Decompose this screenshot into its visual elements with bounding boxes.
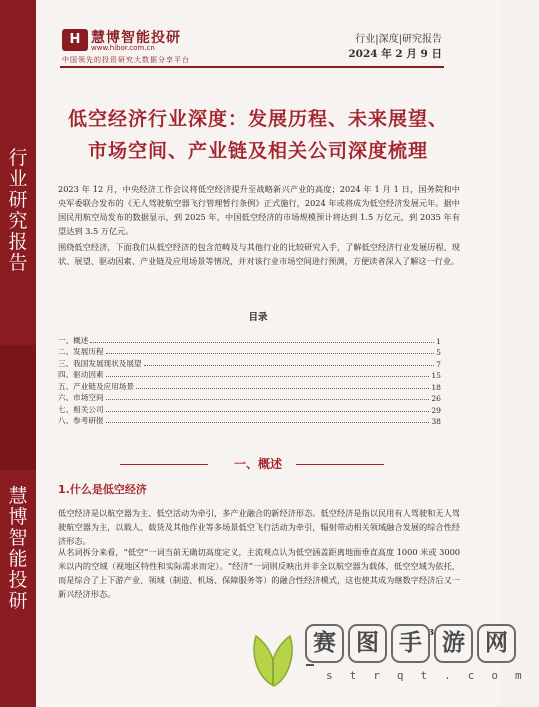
toc-item[interactable]: 七、相关公司 29 [58,404,441,415]
toc-item[interactable]: 四、驱动因素 15 [58,370,441,380]
watermark-leaf-icon [248,626,298,692]
watermark-logo [305,624,516,663]
logo-slogan: 中国领先的投资研究大数据分享平台 [62,56,190,64]
sidebar-top-label: 行 业 研 究 报 告 [8,147,28,274]
logo-icon: H [62,29,88,51]
section-paragraph-2: 从名词拆分来看，“低空”一词当前无确切高度定义，主流观点认为低空涵盖距离地面垂直高度 1000 米或 3000 米以内的空域（视地区特性和实际需求而定）。“经济”一词则反映出并非全以航空器为载体、低空空域为依托，而是综合了上下游产业、领域（制造、机场、保障服务等）的融合性经济模式，这也使其成为继数字经济后又一新兴经济形态。 [58,547,460,599]
report-date: 2024 年 2 月 9 日 [348,48,442,60]
sidebar-divider [0,345,36,470]
watermark-char: 网 [477,624,516,663]
section-paragraph-1: 低空经济是以航空器为主、低空活动为牵引，多产业融合的新经济形态。低空经济是指以民用有人驾驶和无人驾驶航空器为主，以载人、载货及其他作业等多场景低空飞行活动为牵引，辐射带动相关领域融合发展的综合性经济形态。 [58,508,460,546]
toc-item[interactable]: 八、参考研报 38 [58,416,441,426]
sidebar-bottom-label: 慧 博 智 能 投 研 [8,485,28,612]
logo-url: www.hibor.com.cn [91,44,155,52]
table-of-contents [58,334,441,426]
toc-item[interactable]: 五、产业链及应用场景 18 [58,381,441,392]
toc-item[interactable]: 一、概述 1 [58,335,441,346]
section-heading: 一、概述 [233,457,282,471]
toc-item[interactable]: 二、发展历程 5 [58,347,441,357]
watermark-char: 图 [348,624,387,663]
toc-title: 目录 [248,312,268,323]
watermark-url: strqt.com [326,669,539,682]
report-title-line1: 低空经济行业深度：发展历程、未来展望、 [67,108,448,130]
toc-item[interactable]: 六、市场空间 26 [58,393,441,403]
logo-name: 慧博智能投研 [91,30,181,46]
watermark-char: 手 [391,624,430,663]
watermark-char: 赛 [305,624,344,663]
report-title-line2: 市场空间、产业链及相关公司深度梳理 [87,140,428,162]
report-category: 行业|深度|研究报告 [355,34,442,45]
watermark-bar [306,664,314,666]
watermark-char: 游 [434,624,473,663]
toc-item[interactable]: 三、我国发展现状及展望 7 [58,358,441,369]
intro-paragraph-2: 围绕低空经济，下面我们从低空经济的包含范畴及与其他行业的比较研究入手，了解低空经济行业发展历程、现状、展望、驱动因素、产业链及应用场景等情况，并对该行业市场空间进行预测，方便读者深入了解这一行业。 [58,242,460,266]
sidebar-bar [0,0,36,707]
section-rule-right [296,464,384,465]
header-divider [60,66,444,68]
subsection-heading: 1.什么是低空经济 [58,483,147,496]
intro-paragraph-1: 2023 年 12 月，中央经济工作会议将低空经济提升至战略新兴产业的高度；2024 年 1 月 1 日，国务院和中央军委联合发布的《无人驾驶航空器飞行管理暂行条例》正式施行，2024 年或将成为低空经济发展元年。据中国民用航空局发布的数据显示，到 2025 年，中国低空经济的市场规模预计将达到 1.5 万亿元，到 2035 年有望达到 3.5 万亿元。 [58,184,460,236]
